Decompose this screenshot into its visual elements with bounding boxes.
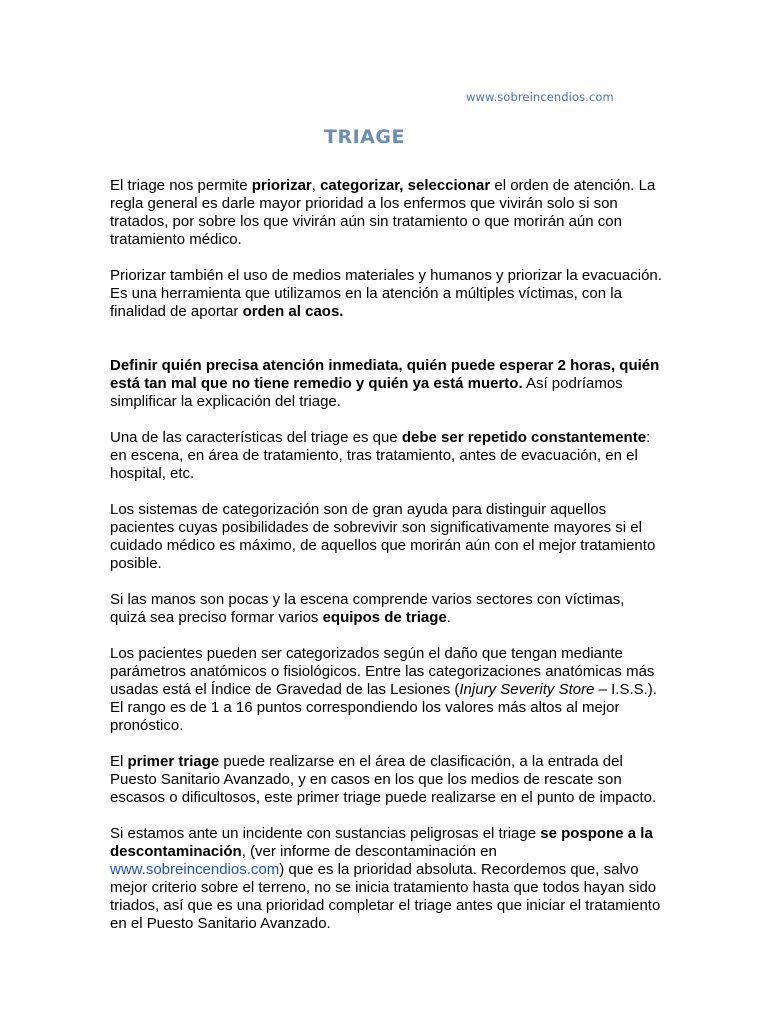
paragraph bbox=[110, 177, 662, 249]
paragraph bbox=[110, 429, 662, 483]
bold-text: categorizar, seleccionar bbox=[320, 177, 491, 194]
text-run: ) que es la prioridad absoluta. Recordemos que, salvo mejor criterio sobre el terreno, no se inicia tratamiento hasta que todos hayan sido triados, así que es una prioridad completar el triage antes que iniciar el tratamiento en el Puesto Sanitario Avanzado. bbox=[110, 861, 661, 932]
text-run: , (ver informe de descontaminación en bbox=[241, 843, 497, 860]
paragraph bbox=[110, 267, 662, 321]
text-run: Los pacientes pueden ser categorizados según el daño que tengan mediante parámetros anatómicos o fisiológicos. Entre las categorizaciones anatómicas más usadas está el Índice de Gravedad de las Lesiones ( bbox=[110, 645, 655, 698]
text-run: Priorizar también el uso de medios materiales y humanos y priorizar la evacuación. Es una herramienta que utilizamos en la atención a múltiples víctimas, con la finalidad de aportar bbox=[110, 267, 662, 320]
text-run: el orden de atención. La regla general es darle mayor prioridad a los enfermos que vivirán solo si son tratados, por sobre los que vivirán aún sin tratamiento o que morirán aún con tratamiento médico. bbox=[110, 177, 656, 248]
text-run: Si las manos son pocas y la escena comprende varios sectores con víctimas, quizá sea preciso formar varios bbox=[110, 591, 625, 626]
bold-text: debe ser repetido constantemente bbox=[401, 429, 647, 446]
text-run: Así podríamos simplificar la explicación del triage. bbox=[110, 375, 623, 410]
page-title: TRIAGE bbox=[324, 126, 405, 148]
text-run: El bbox=[110, 753, 128, 770]
bold-text: primer triage bbox=[127, 753, 220, 770]
bold-text: Definir quién precisa atención inmediata, quién puede esperar 2 horas, quién está tan mal que no tiene remedio y quién ya está muerto. bbox=[110, 357, 660, 392]
inline-link[interactable]: www.sobreincendios.com bbox=[110, 861, 280, 878]
text-run: El triage nos permite bbox=[110, 177, 252, 194]
text-run: , bbox=[311, 177, 321, 194]
text-run: Una de las características del triage es que bbox=[110, 429, 402, 446]
text-run: : en escena, en área de tratamiento, tras tratamiento, antes de evacuación, en el hospital, etc. bbox=[110, 429, 651, 482]
bold-text: priorizar bbox=[251, 177, 312, 194]
paragraph bbox=[110, 591, 662, 627]
document-body bbox=[110, 177, 662, 951]
text-run: Los sistemas de categorización son de gran ayuda para distinguir aquellos pacientes cuyas posibilidades de sobrevivir son significativamente mayores si el cuidado médico es máximo, de aquellos que morirán aún con el mejor tratamiento posible. bbox=[110, 501, 656, 572]
text-run: Si estamos ante un incidente con sustancias peligrosas el triage bbox=[110, 825, 541, 842]
paragraph bbox=[110, 501, 662, 573]
paragraph bbox=[110, 645, 662, 735]
site-url-header[interactable]: www.sobreincendios.com bbox=[466, 90, 614, 104]
text-run: puede realizarse en el área de clasificación, a la entrada del Puesto Sanitario Avanzado, y en casos en los que los medios de rescate son escasos o dificultosos, este primer triage puede realizarse en el punto de impacto. bbox=[110, 753, 657, 806]
paragraph bbox=[110, 825, 662, 933]
paragraph bbox=[110, 357, 662, 411]
bold-text: se pospone a la descontaminación bbox=[110, 825, 653, 860]
bold-text: orden al caos. bbox=[242, 303, 344, 320]
bold-text: equipos de triage bbox=[322, 609, 447, 626]
text-run: . bbox=[446, 609, 451, 626]
paragraph bbox=[110, 753, 662, 807]
italic-text: Injury Severity Store bbox=[459, 681, 595, 698]
text-run: – I.S.S.). El rango es de 1 a 16 puntos correspondiendo los valores más altos al mejor pronóstico. bbox=[110, 681, 657, 734]
